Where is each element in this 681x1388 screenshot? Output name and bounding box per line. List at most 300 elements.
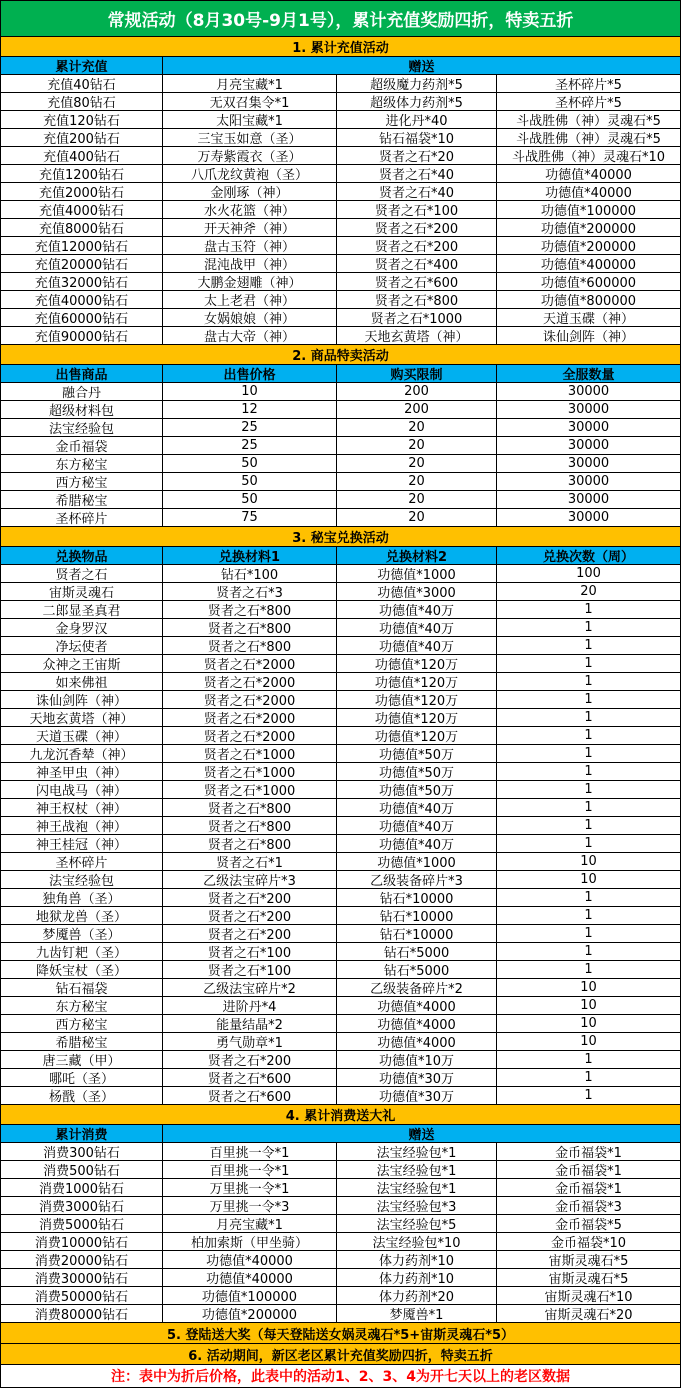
consume-table xyxy=(1,1143,680,1323)
table-cell: 百里挑一令*1 xyxy=(163,1161,337,1178)
table-row xyxy=(1,473,680,491)
table-cell: 天道玉碟（神） xyxy=(1,727,163,744)
table-row xyxy=(1,1087,680,1105)
table-header xyxy=(1,365,680,383)
table-cell: 20 xyxy=(337,455,497,472)
table-row xyxy=(1,1215,680,1233)
table-cell: 1 xyxy=(584,1052,593,1067)
table-header xyxy=(1,57,680,75)
table-cell: 金币福袋*3 xyxy=(555,1200,622,1214)
page-title: 常规活动（8月30号-9月1号），累计充值奖励四折，特卖五折 xyxy=(1,0,680,37)
table-cell: 法宝经验包 xyxy=(1,419,163,436)
table-cell: 贤者之石*400 xyxy=(337,255,497,272)
table-cell: 功德值*10万 xyxy=(337,1051,497,1068)
table-cell: 钻石*10000 xyxy=(337,925,497,942)
table-cell: 贤者之石*1 xyxy=(163,853,337,870)
section-heading-login: 5. 登陆送大奖（每天登陆送女娲灵魂石*5+宙斯灵魂石*5） xyxy=(1,1323,680,1344)
table-cell: 功德值*30万 xyxy=(337,1069,497,1086)
table-cell: 30000 xyxy=(567,492,610,507)
table-cell: 法宝经验包*1 xyxy=(337,1161,497,1178)
table-cell: 金刚琢（神） xyxy=(163,183,337,200)
table-row xyxy=(1,129,680,147)
table-cell: 1 xyxy=(584,764,593,779)
table-cell: 1 xyxy=(584,638,593,653)
table-cell: 功德值*800000 xyxy=(540,294,637,308)
recharge-table xyxy=(1,75,680,345)
table-cell: 乙级装备碎片*2 xyxy=(337,979,497,996)
table-cell: 功德值*120万 xyxy=(337,691,497,708)
header-cell: 兑换次数（周） xyxy=(497,547,680,564)
table-row xyxy=(1,1305,680,1323)
table-cell: 1 xyxy=(584,710,593,725)
table-row xyxy=(1,1033,680,1051)
table-row xyxy=(1,111,680,129)
table-cell: 钻石*5000 xyxy=(337,943,497,960)
table-cell: 1 xyxy=(584,800,593,815)
table-row xyxy=(1,943,680,961)
sale-table xyxy=(1,383,680,527)
table-row xyxy=(1,727,680,745)
table-cell: 30000 xyxy=(567,420,610,435)
table-cell: 功德值*200000 xyxy=(540,222,637,236)
table-cell: 充值20000钻石 xyxy=(1,255,163,272)
table-row xyxy=(1,655,680,673)
table-cell: 1 xyxy=(584,674,593,689)
table-row xyxy=(1,255,680,273)
table-cell: 1 xyxy=(584,944,593,959)
table-cell: 勇气勋章*1 xyxy=(163,1033,337,1050)
table-cell: 西方秘宝 xyxy=(1,473,163,490)
table-cell: 1 xyxy=(584,926,593,941)
table-cell: 神王桂冠（神） xyxy=(1,835,163,852)
table-cell: 金身罗汉 xyxy=(1,619,163,636)
header-cell: 兑换材料1 xyxy=(163,547,337,564)
table-cell: 金币福袋*5 xyxy=(555,1218,622,1232)
table-cell: 充值400钻石 xyxy=(1,147,163,164)
table-row xyxy=(1,147,680,165)
table-cell: 消费3000钻石 xyxy=(1,1197,163,1214)
table-cell: 钻石*100 xyxy=(163,565,337,582)
table-cell: 三宝玉如意（圣） xyxy=(163,129,337,146)
section-heading-recharge: 1. 累计充值活动 xyxy=(1,37,680,57)
table-cell: 30000 xyxy=(567,438,610,453)
table-cell: 梦魇兽*1 xyxy=(337,1305,497,1322)
header-cell: 赠送 xyxy=(163,57,680,74)
table-row xyxy=(1,1251,680,1269)
table-cell: 贤者之石*1000 xyxy=(337,309,497,326)
table-cell: 贤者之石*3 xyxy=(163,583,337,600)
table-cell: 进阶丹*4 xyxy=(163,997,337,1014)
table-cell: 1 xyxy=(584,1070,593,1085)
table-cell: 体力药剂*10 xyxy=(337,1251,497,1268)
table-cell: 钻石福袋 xyxy=(1,979,163,996)
table-cell: 法宝经验包 xyxy=(1,871,163,888)
table-cell: 地狱龙兽（圣） xyxy=(1,907,163,924)
table-row xyxy=(1,1287,680,1305)
table-cell: 闪电战马（神） xyxy=(1,781,163,798)
table-cell: 1 xyxy=(584,746,593,761)
table-cell: 1 xyxy=(584,962,593,977)
table-cell: 杨戬（圣） xyxy=(1,1087,163,1104)
table-cell: 众神之王宙斯 xyxy=(1,655,163,672)
table-row xyxy=(1,291,680,309)
table-cell: 圣杯碎片 xyxy=(1,509,163,526)
table-cell: 功德值*200000 xyxy=(540,240,637,254)
table-cell: 1 xyxy=(584,728,593,743)
table-cell: 20 xyxy=(337,473,497,490)
table-cell: 50 xyxy=(163,491,337,508)
table-cell: 充值1200钻石 xyxy=(1,165,163,182)
table-cell: 充值60000钻石 xyxy=(1,309,163,326)
table-cell: 贤者之石*1000 xyxy=(163,763,337,780)
table-cell: 1 xyxy=(584,620,593,635)
header-cell: 全服数量 xyxy=(497,365,680,382)
table-cell: 斗战胜佛（神）灵魂石*10 xyxy=(511,150,666,164)
table-cell: 充值80钻石 xyxy=(1,93,163,110)
table-cell: 贤者之石*40 xyxy=(337,183,497,200)
table-cell: 10 xyxy=(580,980,597,995)
table-header xyxy=(1,547,680,565)
table-cell: 10 xyxy=(580,854,597,869)
table-cell: 功德值*600000 xyxy=(540,276,637,290)
table-cell: 贤者之石*1000 xyxy=(163,781,337,798)
table-cell: 超级体力药剂*5 xyxy=(337,93,497,110)
table-cell: 梦魇兽（圣） xyxy=(1,925,163,942)
table-cell: 20 xyxy=(337,491,497,508)
table-cell: 功德值*120万 xyxy=(337,673,497,690)
table-cell: 贤者之石*200 xyxy=(163,1051,337,1068)
table-cell: 充值4000钻石 xyxy=(1,201,163,218)
table-row xyxy=(1,565,680,583)
table-cell: 1 xyxy=(584,782,593,797)
table-cell: 贤者之石*1000 xyxy=(163,745,337,762)
table-cell: 太上老君（神） xyxy=(163,291,337,308)
table-cell: 30000 xyxy=(567,384,610,399)
section-heading-exchange: 3. 秘宝兑换活动 xyxy=(1,527,680,547)
table-cell: 太阳宝藏*1 xyxy=(163,111,337,128)
table-cell: 贤者之石*2000 xyxy=(163,673,337,690)
table-cell: 贤者之石*800 xyxy=(163,637,337,654)
table-cell: 200 xyxy=(337,401,497,418)
table-row xyxy=(1,799,680,817)
table-cell: 功德值*1000 xyxy=(337,853,497,870)
table-row xyxy=(1,201,680,219)
table-cell: 贤者之石 xyxy=(1,565,163,582)
table-row xyxy=(1,237,680,255)
table-cell: 钻石福袋*10 xyxy=(337,129,497,146)
table-cell: 贤者之石*2000 xyxy=(163,655,337,672)
table-cell: 功德值*30万 xyxy=(337,1087,497,1104)
table-cell: 八爪龙纹黄袍（圣） xyxy=(163,165,337,182)
table-row xyxy=(1,871,680,889)
table-cell: 斗战胜佛（神）灵魂石*5 xyxy=(516,114,661,128)
table-cell: 充值120钻石 xyxy=(1,111,163,128)
table-cell: 乙级法宝碎片*3 xyxy=(163,871,337,888)
table-cell: 消费300钻石 xyxy=(1,1143,163,1160)
table-cell: 75 xyxy=(163,509,337,526)
table-cell: 功德值*40万 xyxy=(337,799,497,816)
table-cell: 法宝经验包*1 xyxy=(337,1143,497,1160)
table-cell: 消费10000钻石 xyxy=(1,1233,163,1250)
table-cell: 天地玄黄塔（神） xyxy=(337,327,497,344)
table-row xyxy=(1,93,680,111)
header-cell: 赠送 xyxy=(163,1125,680,1142)
table-cell: 20 xyxy=(337,419,497,436)
table-cell: 超级材料包 xyxy=(1,401,163,418)
table-row xyxy=(1,673,680,691)
table-row xyxy=(1,309,680,327)
table-cell: 30000 xyxy=(567,456,610,471)
table-cell: 水火花篮（神） xyxy=(163,201,337,218)
footnote: 注：表中为折后价格，此表中的活动1、2、3、4为开七天以上的老区数据 xyxy=(1,1365,680,1388)
table-row xyxy=(1,437,680,455)
header-cell: 累计消费 xyxy=(1,1125,163,1142)
table-cell: 10 xyxy=(580,1016,597,1031)
table-cell: 金币福袋*1 xyxy=(555,1164,622,1178)
table-cell: 法宝经验包*3 xyxy=(337,1197,497,1214)
table-cell: 如来佛祖 xyxy=(1,673,163,690)
table-row xyxy=(1,835,680,853)
table-cell: 功德值*40万 xyxy=(337,835,497,852)
table-cell: 柏加索斯（甲坐骑） xyxy=(163,1233,337,1250)
table-row xyxy=(1,491,680,509)
table-cell: 融合丹 xyxy=(1,383,163,400)
table-cell: 贤者之石*40 xyxy=(337,165,497,182)
table-cell: 功德值*1000 xyxy=(337,565,497,582)
table-cell: 10 xyxy=(580,872,597,887)
table-row xyxy=(1,997,680,1015)
table-cell: 25 xyxy=(163,419,337,436)
table-cell: 1 xyxy=(584,890,593,905)
table-cell: 贤者之石*100 xyxy=(163,961,337,978)
table-cell: 贤者之石*800 xyxy=(163,619,337,636)
table-cell: 消费30000钻石 xyxy=(1,1269,163,1286)
table-cell: 消费50000钻石 xyxy=(1,1287,163,1304)
table-row xyxy=(1,419,680,437)
table-cell: 贤者之石*100 xyxy=(337,201,497,218)
table-cell: 30000 xyxy=(567,510,610,525)
table-cell: 20 xyxy=(337,509,497,526)
table-cell: 贤者之石*800 xyxy=(163,601,337,618)
table-cell: 1 xyxy=(584,602,593,617)
table-cell: 充值12000钻石 xyxy=(1,237,163,254)
header-cell: 出售价格 xyxy=(163,365,337,382)
table-cell: 贤者之石*200 xyxy=(337,237,497,254)
table-cell: 天地玄黄塔（神） xyxy=(1,709,163,726)
table-cell: 消费1000钻石 xyxy=(1,1179,163,1196)
table-cell: 混沌战甲（神） xyxy=(163,255,337,272)
table-cell: 钻石*10000 xyxy=(337,907,497,924)
table-cell: 10 xyxy=(580,998,597,1013)
table-cell: 功德值*50万 xyxy=(337,781,497,798)
table-cell: 万里挑一令*3 xyxy=(163,1197,337,1214)
table-cell: 12 xyxy=(163,401,337,418)
table-cell: 宙斯灵魂石 xyxy=(1,583,163,600)
header-cell: 兑换物品 xyxy=(1,547,163,564)
table-cell: 贤者之石*600 xyxy=(337,273,497,290)
table-row xyxy=(1,219,680,237)
table-cell: 充值32000钻石 xyxy=(1,273,163,290)
table-cell: 功德值*4000 xyxy=(337,1015,497,1032)
table-cell: 贤者之石*2000 xyxy=(163,727,337,744)
table-row xyxy=(1,183,680,201)
table-cell: 体力药剂*10 xyxy=(337,1269,497,1286)
exchange-table xyxy=(1,565,680,1105)
table-cell: 1 xyxy=(584,692,593,707)
table-cell: 消费500钻石 xyxy=(1,1161,163,1178)
table-cell: 东方秘宝 xyxy=(1,997,163,1014)
table-cell: 万里挑一令*1 xyxy=(163,1179,337,1196)
table-cell: 女娲娘娘（神） xyxy=(163,309,337,326)
section-heading-consume: 4. 累计消费送大礼 xyxy=(1,1105,680,1125)
table-cell: 钻石*10000 xyxy=(337,889,497,906)
header-cell: 出售商品 xyxy=(1,365,163,382)
table-cell: 乙级装备碎片*3 xyxy=(337,871,497,888)
table-cell: 充值90000钻石 xyxy=(1,327,163,344)
table-row xyxy=(1,889,680,907)
table-cell: 功德值*3000 xyxy=(337,583,497,600)
table-cell: 唐三藏（甲） xyxy=(1,1051,163,1068)
table-row xyxy=(1,1197,680,1215)
table-cell: 贤者之石*20 xyxy=(337,147,497,164)
table-cell: 充值40000钻石 xyxy=(1,291,163,308)
table-cell: 哪吒（圣） xyxy=(1,1069,163,1086)
table-cell: 净坛使者 xyxy=(1,637,163,654)
table-row xyxy=(1,1051,680,1069)
table-cell: 能量结晶*2 xyxy=(163,1015,337,1032)
table-cell: 100 xyxy=(576,566,601,581)
table-cell: 功德值*200000 xyxy=(163,1305,337,1322)
table-cell: 诛仙剑阵（神） xyxy=(542,330,634,344)
table-cell: 功德值*4000 xyxy=(337,1033,497,1050)
table-row xyxy=(1,709,680,727)
table-cell: 功德值*40000 xyxy=(163,1251,337,1268)
table-row xyxy=(1,637,680,655)
table-cell: 功德值*40万 xyxy=(337,817,497,834)
table-cell: 贤者之石*800 xyxy=(163,835,337,852)
table-cell: 50 xyxy=(163,455,337,472)
table-cell: 贤者之石*200 xyxy=(337,219,497,236)
table-row xyxy=(1,1069,680,1087)
table-row xyxy=(1,1233,680,1251)
header-cell: 累计充值 xyxy=(1,57,163,74)
table-cell: 诛仙剑阵（神） xyxy=(1,691,163,708)
table-cell: 贤者之石*2000 xyxy=(163,709,337,726)
table-row xyxy=(1,383,680,401)
table-row xyxy=(1,327,680,345)
table-cell: 宙斯灵魂石*10 xyxy=(544,1290,633,1304)
table-cell: 金币福袋*1 xyxy=(555,1182,622,1196)
table-cell: 盘古玉符（神） xyxy=(163,237,337,254)
table-cell: 法宝经验包*1 xyxy=(337,1179,497,1196)
table-cell: 九齿钉耙（圣） xyxy=(1,943,163,960)
table-cell: 贤者之石*100 xyxy=(163,943,337,960)
table-cell: 九龙沉香辇（神） xyxy=(1,745,163,762)
table-cell: 金币福袋*10 xyxy=(550,1236,627,1250)
table-cell: 月亮宝藏*1 xyxy=(163,75,337,92)
table-cell: 宙斯灵魂石*20 xyxy=(544,1308,633,1322)
table-cell: 功德值*4000 xyxy=(337,997,497,1014)
table-cell: 贤者之石*200 xyxy=(163,889,337,906)
table-cell: 1 xyxy=(584,656,593,671)
table-cell: 25 xyxy=(163,437,337,454)
table-cell: 1 xyxy=(584,1088,593,1103)
section-heading-sale: 2. 商品特卖活动 xyxy=(1,345,680,365)
table-cell: 希腊秘宝 xyxy=(1,491,163,508)
table-cell: 功德值*40万 xyxy=(337,619,497,636)
section-heading-discount: 6. 活动期间，新区老区累计充值奖励四折，特卖五折 xyxy=(1,1344,680,1365)
table-cell: 10 xyxy=(163,383,337,400)
table-cell: 贤者之石*800 xyxy=(163,817,337,834)
table-cell: 30000 xyxy=(567,402,610,417)
table-cell: 法宝经验包*5 xyxy=(337,1215,497,1232)
table-row xyxy=(1,1179,680,1197)
table-cell: 月亮宝藏*1 xyxy=(163,1215,337,1232)
table-cell: 圣杯碎片 xyxy=(1,853,163,870)
table-cell: 神王战袍（神） xyxy=(1,817,163,834)
table-cell: 降妖宝杖（圣） xyxy=(1,961,163,978)
table-cell: 充值8000钻石 xyxy=(1,219,163,236)
table-row xyxy=(1,925,680,943)
table-header xyxy=(1,1125,680,1143)
table-row xyxy=(1,455,680,473)
table-cell: 无双召集令*1 xyxy=(163,93,337,110)
table-cell: 法宝经验包*10 xyxy=(337,1233,497,1250)
table-cell: 功德值*100000 xyxy=(540,204,637,218)
table-cell: 功德值*40000 xyxy=(163,1269,337,1286)
table-cell: 进化丹*40 xyxy=(337,111,497,128)
table-row xyxy=(1,961,680,979)
table-cell: 希腊秘宝 xyxy=(1,1033,163,1050)
table-cell: 功德值*120万 xyxy=(337,709,497,726)
table-cell: 功德值*50万 xyxy=(337,763,497,780)
table-cell: 圣杯碎片*5 xyxy=(555,96,622,110)
table-cell: 东方秘宝 xyxy=(1,455,163,472)
table-cell: 西方秘宝 xyxy=(1,1015,163,1032)
table-cell: 斗战胜佛（神）灵魂石*5 xyxy=(516,132,661,146)
table-cell: 金币福袋 xyxy=(1,437,163,454)
table-cell: 贤者之石*600 xyxy=(163,1069,337,1086)
table-row xyxy=(1,781,680,799)
table-cell: 体力药剂*20 xyxy=(337,1287,497,1304)
table-cell: 50 xyxy=(163,473,337,490)
table-cell: 1 xyxy=(584,836,593,851)
table-row xyxy=(1,1161,680,1179)
table-cell: 钻石*5000 xyxy=(337,961,497,978)
table-row xyxy=(1,509,680,527)
table-cell: 乙级法宝碎片*2 xyxy=(163,979,337,996)
table-row xyxy=(1,907,680,925)
table-cell: 贤者之石*600 xyxy=(163,1087,337,1104)
table-cell: 功德值*100000 xyxy=(163,1287,337,1304)
table-cell: 百里挑一令*1 xyxy=(163,1143,337,1160)
table-cell: 贤者之石*200 xyxy=(163,907,337,924)
table-row xyxy=(1,853,680,871)
table-cell: 消费5000钻石 xyxy=(1,1215,163,1232)
table-row xyxy=(1,583,680,601)
table-cell: 消费80000钻石 xyxy=(1,1305,163,1322)
table-row xyxy=(1,745,680,763)
table-row xyxy=(1,1269,680,1287)
table-cell: 功德值*400000 xyxy=(540,258,637,272)
table-cell: 1 xyxy=(584,908,593,923)
table-cell: 功德值*40000 xyxy=(545,168,632,182)
table-cell: 功德值*40万 xyxy=(337,637,497,654)
table-cell: 盘古大帝（神） xyxy=(163,327,337,344)
table-cell: 超级魔力药剂*5 xyxy=(337,75,497,92)
table-cell: 贤者之石*2000 xyxy=(163,691,337,708)
table-row xyxy=(1,601,680,619)
